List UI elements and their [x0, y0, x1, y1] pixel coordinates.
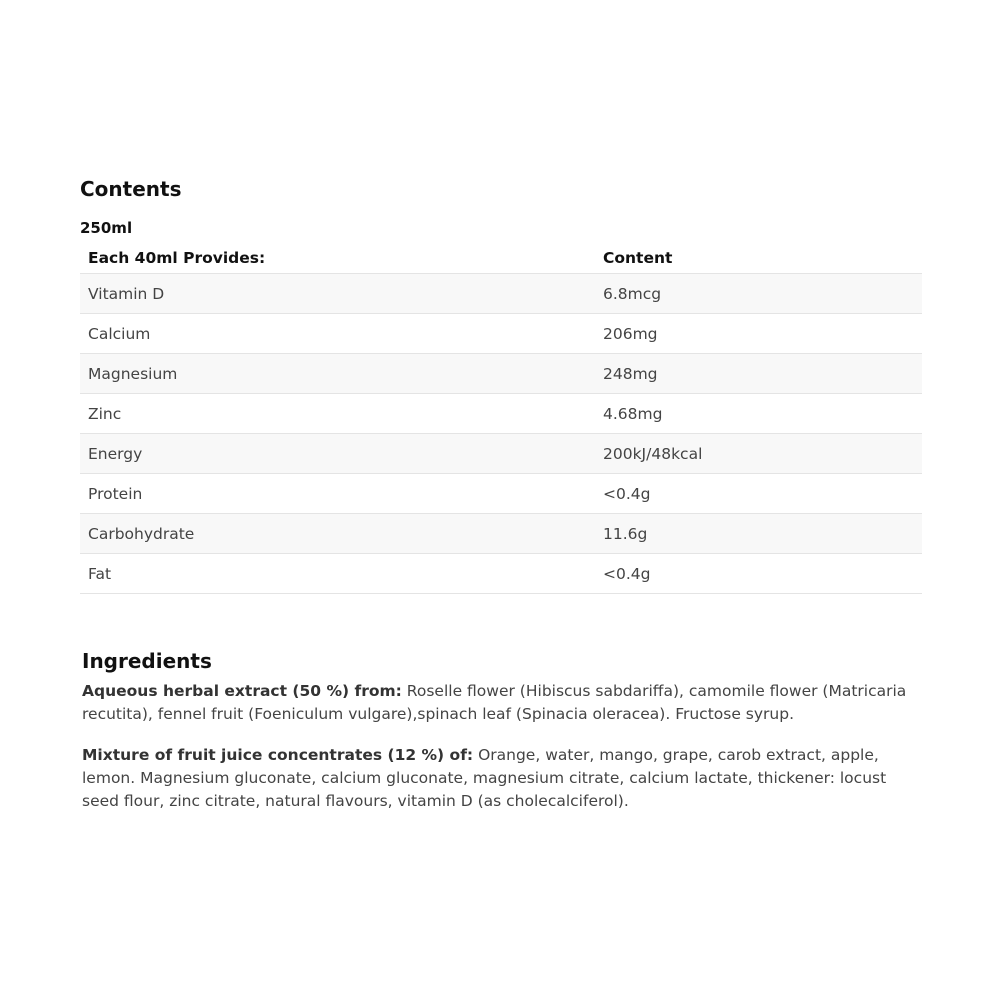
column-header-content: Content	[595, 243, 922, 274]
table-row	[80, 274, 922, 314]
ingredients-paragraph	[82, 744, 922, 813]
table-row	[80, 514, 922, 554]
ingredients-heading: Ingredients	[82, 649, 212, 673]
volume-label: 250ml	[80, 219, 133, 237]
ingredients-paragraph-lead: Aqueous herbal extract (50 %) from:	[82, 682, 402, 700]
nutrient-name: Vitamin D	[80, 274, 595, 314]
nutrient-name: Zinc	[80, 394, 595, 434]
ingredients-paragraph-text: Orange, water, mango, grape, carob extract, apple, lemon. Magnesium gluconate, calcium gluconate, magnesium citrate, calcium lactate, thickener: locust seed flour, zinc citrate, natural flavours, vitamin D (as cholecalciferol).	[82, 746, 887, 810]
nutrient-value: 4.68mg	[595, 394, 922, 434]
nutrient-name: Energy	[80, 434, 595, 474]
nutrient-name: Magnesium	[80, 354, 595, 394]
nutrient-value: 248mg	[595, 354, 922, 394]
table-row	[80, 554, 922, 594]
nutrient-value: 200kJ/48kcal	[595, 434, 922, 474]
nutrient-value: 11.6g	[595, 514, 922, 554]
table-row	[80, 394, 922, 434]
nutrient-value: 206mg	[595, 314, 922, 354]
nutrient-value: 6.8mcg	[595, 274, 922, 314]
nutrient-name: Carbohydrate	[80, 514, 595, 554]
nutrient-value: <0.4g	[595, 554, 922, 594]
table-row	[80, 314, 922, 354]
table-row	[80, 474, 922, 514]
nutrient-name: Fat	[80, 554, 595, 594]
contents-section	[80, 176, 922, 594]
table-row	[80, 434, 922, 474]
ingredients-paragraph	[82, 680, 922, 726]
ingredients-section	[82, 648, 922, 813]
contents-heading: Contents	[80, 177, 182, 201]
ingredients-paragraph-text: Roselle flower (Hibiscus sabdariffa), camomile flower (Matricaria recutita), fennel fruit (Foeniculum vulgare),spinach leaf (Spinacia oleracea). Fructose syrup.	[82, 682, 907, 723]
table-header-row	[80, 243, 922, 274]
nutrient-name: Calcium	[80, 314, 595, 354]
table-row	[80, 354, 922, 394]
ingredients-paragraph-lead: Mixture of fruit juice concentrates (12 %) of:	[82, 746, 474, 764]
nutrient-name: Protein	[80, 474, 595, 514]
nutrition-table	[80, 243, 922, 594]
nutrient-value: <0.4g	[595, 474, 922, 514]
column-header-nutrient: Each 40ml Provides:	[80, 243, 595, 274]
